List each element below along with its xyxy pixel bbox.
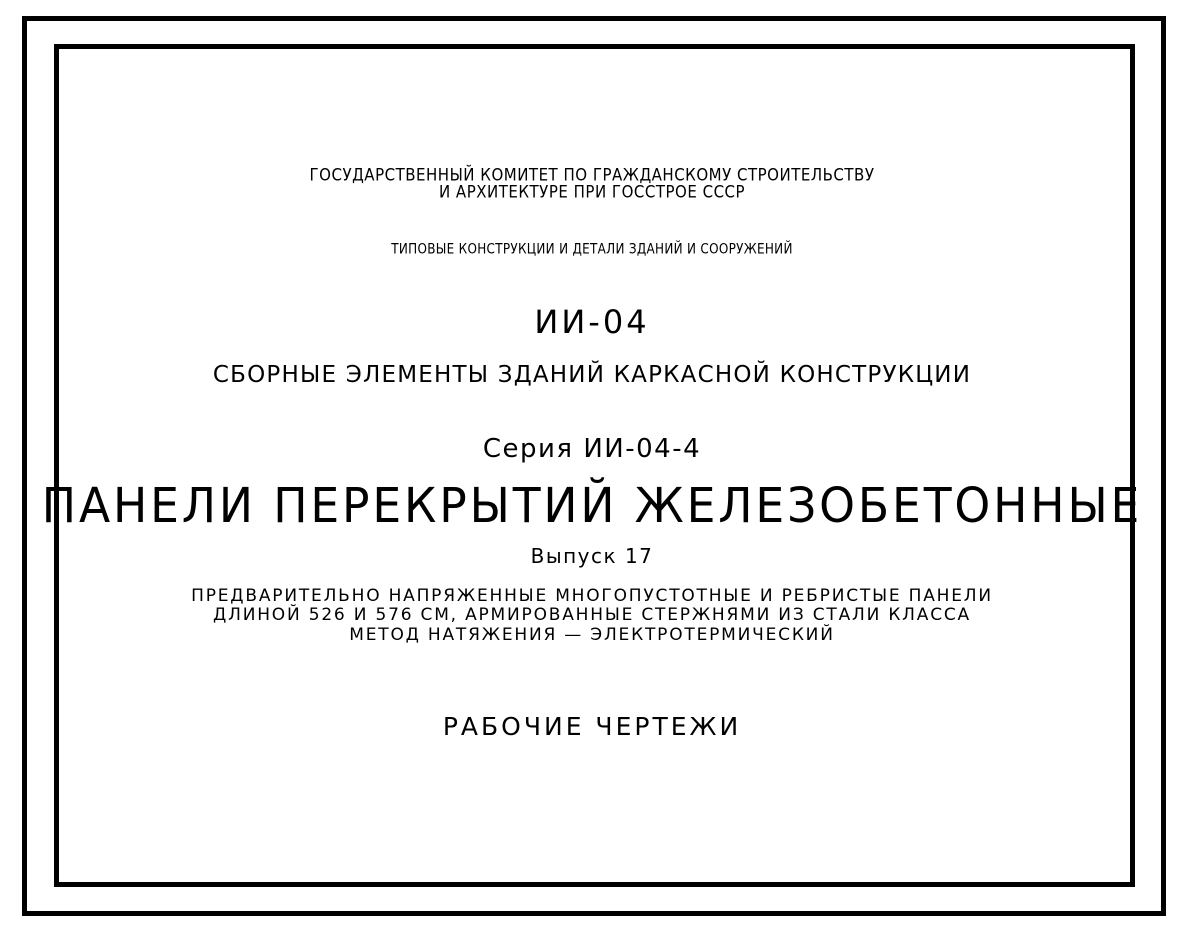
- main-title: ПАНЕЛИ ПЕРЕКРЫТИЙ ЖЕЛЕЗОБЕТОННЫЕ: [41, 478, 1143, 534]
- description-line-1: ПРЕДВАРИТЕЛЬНО НАПРЯЖЕННЫЕ МНОГОПУСТОТНЫЕ И РЕБРИСТЫЕ ПАНЕЛИ: [191, 586, 993, 606]
- collection-code: ИИ-04: [534, 303, 650, 341]
- description-line-2: ДЛИНОЙ 526 И 576 СМ, АРМИРОВАННЫЕ СТЕРЖНЯМИ ИЗ СТАЛИ КЛАССА: [213, 605, 971, 625]
- organization-line-2: И АРХИТЕКТУРЕ ПРИ ГОССТРОЕ СССР: [438, 182, 746, 202]
- document-type: РАБОЧИЕ ЧЕРТЕЖИ: [442, 712, 742, 741]
- series-label: Серия ИИ-04-4: [482, 434, 702, 464]
- category-heading: ТИПОВЫЕ КОНСТРУКЦИИ И ДЕТАЛИ ЗДАНИЙ И СООРУЖЕНИЙ: [391, 240, 793, 258]
- description-line-3: МЕТОД НАТЯЖЕНИЯ — ЭЛЕКТРОТЕРМИЧЕСКИЙ: [349, 625, 835, 645]
- issue-number: Выпуск 17: [530, 544, 654, 568]
- collection-title: СБОРНЫЕ ЭЛЕМЕНТЫ ЗДАНИЙ КАРКАСНОЙ КОНСТРУКЦИИ: [212, 362, 972, 388]
- organization-line-1: ГОСУДАРСТВЕННЫЙ КОМИТЕТ ПО ГРАЖДАНСКОМУ СТРОИТЕЛЬСТВУ: [309, 165, 875, 185]
